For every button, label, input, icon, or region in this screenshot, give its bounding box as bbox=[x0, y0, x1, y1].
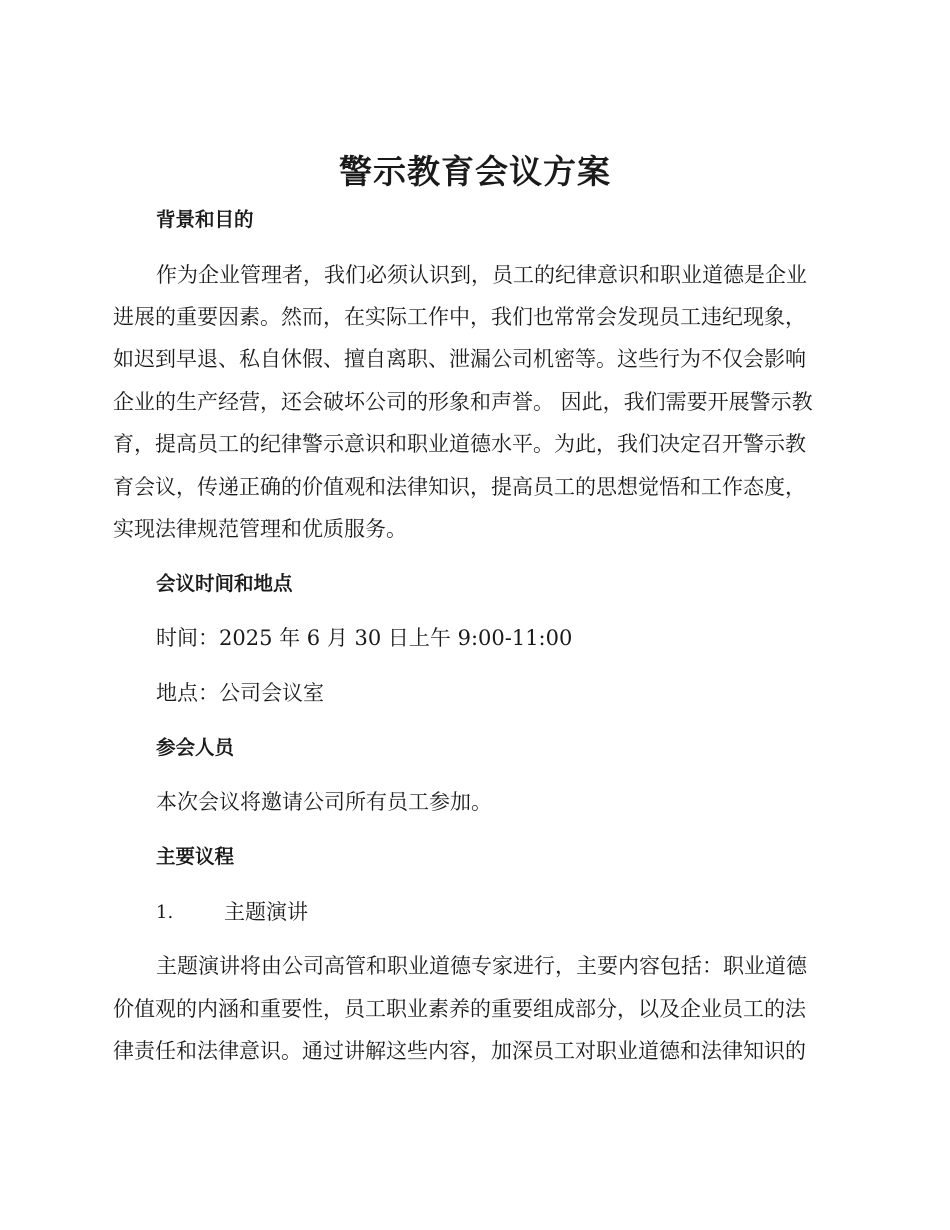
section-heading-attendees: 参会人员 bbox=[156, 736, 235, 759]
meeting-time: 时间：2025 年 6 月 30 日上午 9:00-11:00 bbox=[156, 626, 573, 650]
paragraph-line: 企业的生产经营，还会破坏公司的形象和声誉。 因此，我们需要开展警示教 bbox=[113, 390, 813, 414]
document-title: 警示教育会议方案 bbox=[339, 152, 611, 191]
paragraph-line: 如迟到早退、私自休假、擅自离职、泄漏公司机密等。这些行为不仅会影响 bbox=[113, 347, 806, 371]
attendees-text: 本次会议将邀请公司所有员工参加。 bbox=[156, 790, 492, 814]
section-heading-time-place: 会议时间和地点 bbox=[156, 572, 293, 595]
paragraph-line: 育，提高员工的纪律警示意识和职业道德水平。为此，我们决定召开警示教 bbox=[113, 432, 806, 456]
paragraph-line: 实现法律规范管理和优质服务。 bbox=[113, 517, 407, 541]
paragraph-line: 律责任和法律意识。通过讲解这些内容，加深员工对职业道德和法律知识的 bbox=[113, 1039, 806, 1063]
section-heading-agenda: 主要议程 bbox=[156, 845, 235, 868]
paragraph-line: 价值观的内涵和重要性，员工职业素养的重要组成部分，以及企业员工的法 bbox=[113, 997, 806, 1021]
list-item-label: 主题演讲 bbox=[224, 900, 308, 924]
meeting-place: 地点：公司会议室 bbox=[156, 681, 324, 705]
section-heading-background: 背景和目的 bbox=[156, 208, 254, 231]
list-number: 1. bbox=[156, 902, 174, 923]
paragraph-line: 主题演讲将由公司高管和职业道德专家进行，主要内容包括：职业道德 bbox=[156, 954, 807, 978]
paragraph-line: 作为企业管理者，我们必须认识到，员工的纪律意识和职业道德是企业 bbox=[156, 263, 807, 287]
paragraph-line: 育会议，传递正确的价值观和法律知识，提高员工的思想觉悟和工作态度， bbox=[113, 475, 806, 499]
paragraph-line: 进展的重要因素。然而，在实际工作中，我们也常常会发现员工违纪现象， bbox=[113, 305, 806, 329]
